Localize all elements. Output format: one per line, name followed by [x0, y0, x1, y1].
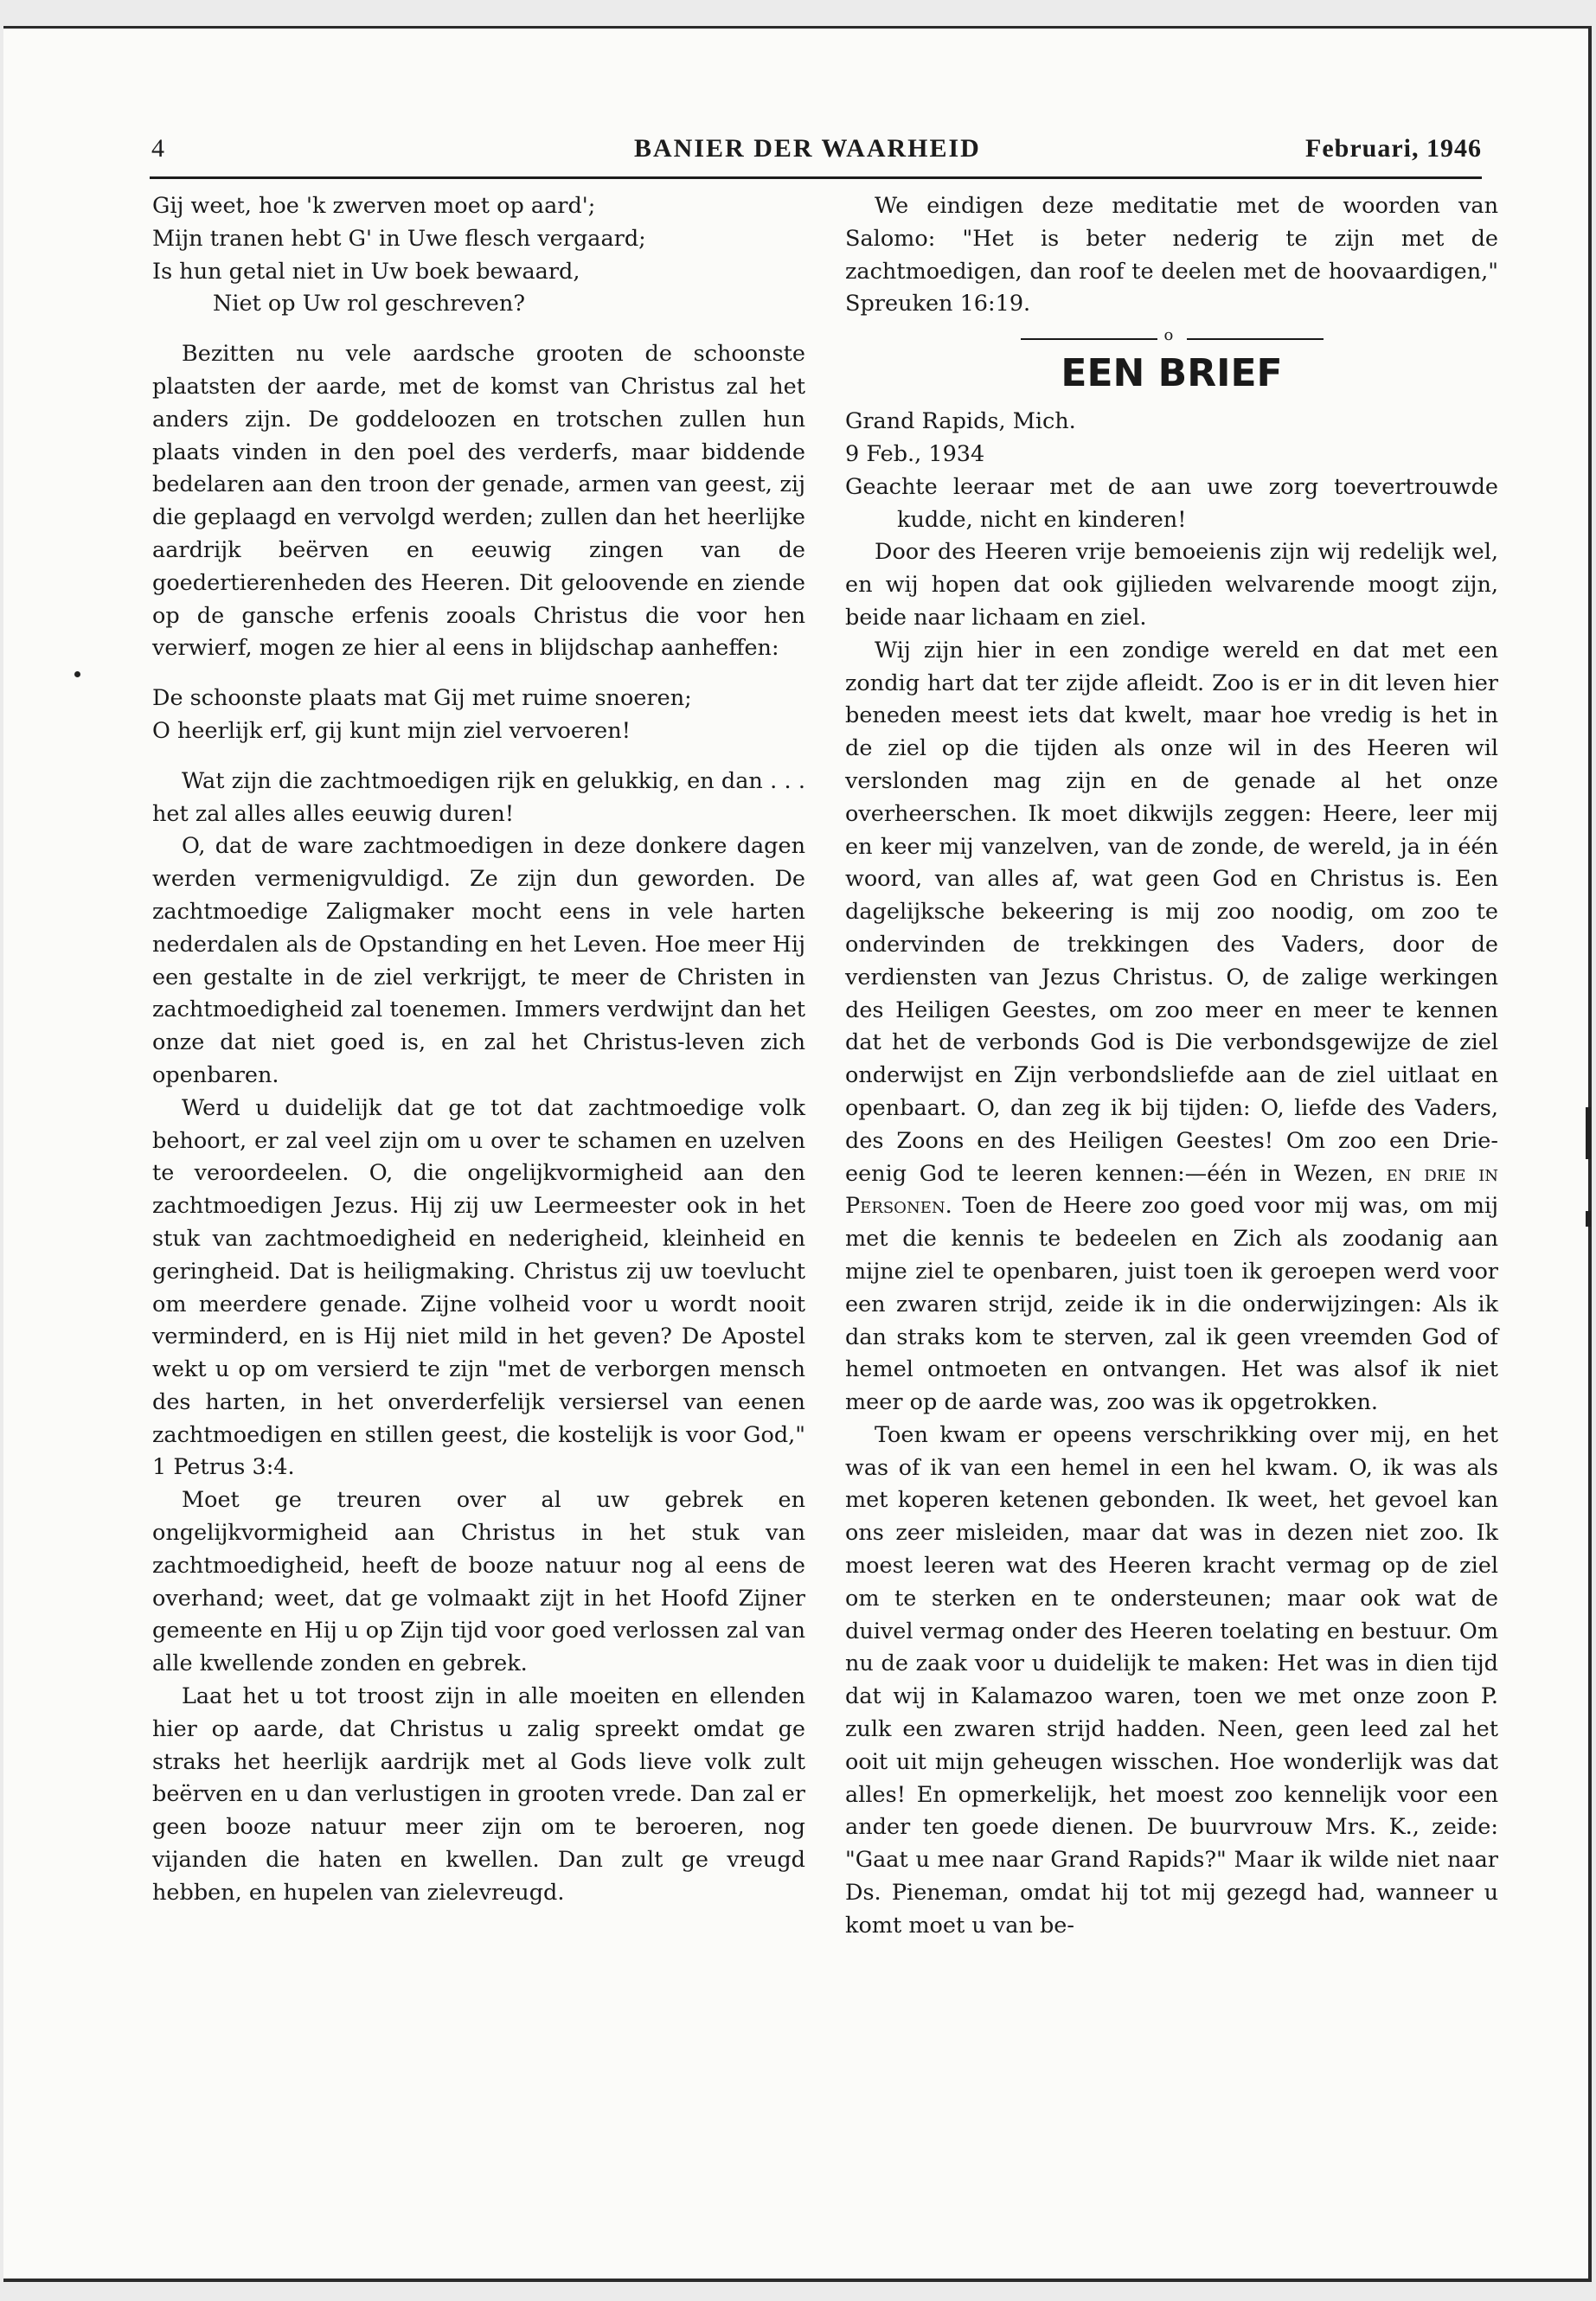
- paragraph: Laat het u tot troost zijn in alle moeiten en ellenden hier op aarde, dat Christus u zalig spreekt omdat ge straks het heerlijk aardrijk met al Gods lieve volk zult beërven en u dan verlustigen in grooten vrede. Dan zal er geen booze natuur meer zijn om te beroeren, nog vijanden die haten en kwellen. Dan zult ge vreugd hebben, en hupelen van zielevreugd.: [152, 1683, 805, 1906]
- paragraph: We eindigen deze meditatie met de woorden van Salomo: "Het is beter nederig te zijn met de zachtmoedigen, dan roof te deelen met de hoovaardigen," Spreuken 16:19.: [845, 193, 1498, 317]
- paragraph: Bezitten nu vele aardsche grooten de schoonste plaatsten der aarde, met de komst van Christus zal het anders zijn. De goddeloozen en trotschen zullen hun plaats vinden in den poel des verderfs, maar biddende bedelaren aan den troon der genade, armen van geest, zij die geplaagd en vervolgd werden; zullen dan het heerlijke aardrijk beërven en eeuwig zingen van de goedertierenheden des Heeren. Dit geloovende en ziende op de gansche erfenis zooals Christus die voor hen verwierf, mogen ze hier al eens in blijdschap aanheffen:: [152, 341, 805, 662]
- left-column: [152, 190, 805, 1910]
- poem-line: Niet op Uw rol geschreven?: [213, 291, 525, 317]
- letter-date: 9 Feb., 1934: [845, 440, 985, 467]
- margin-dot: [74, 671, 80, 677]
- poem-line: Mijn tranen hebt G' in Uwe flesch vergaard;: [152, 225, 646, 252]
- paragraph-smallcaps: en drie in Personen.: [845, 1160, 1498, 1220]
- paragraph-text: Wij zijn hier in een zondige wereld en dat met een zondig hart dat ter zijde afleidt. Zoo is er in dit leven hier beneden meest iets dat kwelt, maar hoe vredig is het in de ziel op die tijden als onze wil in des Heeren wil verslonden mag zijn en de genade al het onze overheerschen. Ik moet dikwijls zeggen: Heere, leer mij en keer mij vanzelven, van de zonde, de wereld, ja in één woord, van alles af, wat geen God en Christus is. Een dagelijksche bekeering is mij zoo noodig, om zoo te ondervinden de trekkingen des Vaders, door de verdiensten van Jezus Christus. O, de zalige werkingen des Heiligen Geestes, om zoo meer en meer te kennen dat het de verbonds God is Die verbondsgewijze de ziel onderwijst en Zijn verbondsliefde aan de ziel uitlaat en openbaart. O, dan zeg ik bij tijden: O, liefde des Vaders, des Zoons en des Heiligen Geestes! Om zoo een Drie-eenig God te leeren kennen:—één in Wezen,: [845, 637, 1498, 1187]
- paragraph: Moet ge treuren over al uw gebrek en ongelijkvormigheid aan Christus in het stuk van zachtmoedigheid, heeft de booze natuur nog al eens de overhand; weet, dat ge volmaakt zijt in het Hoofd Zijner gemeente en Hij u op Zijn tijd voor goed verlossen zal van alle kwellende zonden en gebrek.: [152, 1487, 805, 1677]
- letter-title: EEN BRIEF: [1061, 351, 1283, 396]
- edge-mark: [1586, 1107, 1591, 1159]
- poem-line: O heerlijk erf, gij kunt mijn ziel vervoeren!: [152, 717, 631, 744]
- separator-mark: o: [1163, 326, 1174, 345]
- publication-title: BANIER DER WAARHEID: [634, 134, 981, 163]
- poem-line: Gij weet, hoe 'k zwerven moet op aard';: [152, 193, 596, 219]
- paragraph-text: Toen de Heere zoo goed voor mij was, om mij met die kennis te bedeelen en Zich als zoodanig aan mijne ziel te openbaren, juist toen ik geroepen werd voor een zwaren strijd, zeide ik in die onderwijzingen: Als ik dan straks kom te sterven, zal ik geen vreemden God of hemel ontmoeten en ontvangen. Het was alsof ik niet meer op de aarde was, zoo was ik opgetrokken.: [845, 1193, 1498, 1416]
- paragraph: [845, 635, 1498, 1420]
- poem-stanza: [152, 683, 805, 748]
- paragraph: Door des Heeren vrije bemoeienis zijn wij redelijk wel, en wij hopen dat ook gijlieden welvarende moogt zijn, beide naar lichaam en ziel.: [845, 539, 1498, 631]
- issue-date: Februari, 1946: [1305, 134, 1482, 163]
- page-number: 4: [151, 134, 164, 163]
- letter-place: Grand Rapids, Mich.: [845, 408, 1076, 435]
- paragraph: Wat zijn die zachtmoedigen rijk en gelukkig, en dan . . . het zal alles alles eeuwig duren!: [152, 767, 805, 827]
- header-rule: [150, 176, 1482, 179]
- letter-salutation: Geachte leeraar met de aan uwe zorg toevertrouwde kudde, nicht en kinderen!: [845, 473, 1498, 533]
- poem-stanza: [152, 190, 805, 321]
- paragraph: Werd u duidelijk dat ge tot dat zachtmoedige volk behoort, er zal veel zijn om u over te schamen en uzelven te veroordeelen. O, die ongelijkvormigheid aan den zachtmoedigen Jezus. Hij zij uw Leermeester ook in het stuk van zachtmoedigheid en nederigheid, kleinheid en geringheid. Dat is heiligmaking. Christus zij uw toevlucht om meerdere genade. Zijne volheid voor u wordt nooit verminderd, en is Hij niet mild in het geven? De Apostel wekt u op om versierd te zijn "met de verborgen mensch des harten, in het onverderfelijk versiersel van eenen zachtmoedigen en stillen geest, die kostelijk is voor God," 1 Petrus 3:4.: [152, 1094, 805, 1481]
- poem-line: Is hun getal niet in Uw boek bewaard,: [152, 258, 580, 285]
- poem-line: De schoonste plaats mat Gij met ruime snoeren;: [152, 685, 692, 712]
- section-separator: [1021, 328, 1324, 349]
- paragraph: O, dat de ware zachtmoedigen in deze donkere dagen werden vermenigvuldigd. Ze zijn dun geworden. De zachtmoedige Zaligmaker mocht eens in vele harten nederdalen als de Opstanding en het Leven. Hoe meer Hij een gestalte in de ziel verkrijgt, te meer de Christen in zachtmoedigheid zal toenemen. Immers verdwijnt dan het onze dat niet goed is, en zal het Christus-leven zich openbaren.: [152, 833, 805, 1088]
- paragraph: Toen kwam er opeens verschrikking over mij, en het was of ik van een hemel in een hel kwam. O, ik was als met koperen ketenen gebonden. Ik weet, het gevoel kan ons zeer misleiden, maar dat was in dezen niet zoo. Ik moest leeren wat des Heeren kracht vermag op de ziel om te sterken en te ondersteunen; maar ook wat de duivel vermag onder des Heeren toelating en bestuur. Om nu de zaak voor u duidelijk te maken: Het was in dien tijd dat wij in Kalamazoo waren, toen we met onze zoon P. zulk een zwaren strijd hadden. Neen, geen leed zal het ooit uit mijn geheugen wisschen. Hoe wonderlijk was dat alles! En opmerkelijk, het moest zoo kennelijk voor een ander ten goede dienen. De buurvrouw Mrs. K., zeide: "Gaat u mee naar Grand Rapids?" Maar ik wilde niet naar Ds. Pieneman, omdat hij tot mij gezegd had, wanneer u komt moet u van be-: [845, 1421, 1498, 1939]
- right-column: [845, 190, 1498, 1943]
- running-header: [150, 134, 1482, 174]
- edge-mark: [1586, 1211, 1591, 1227]
